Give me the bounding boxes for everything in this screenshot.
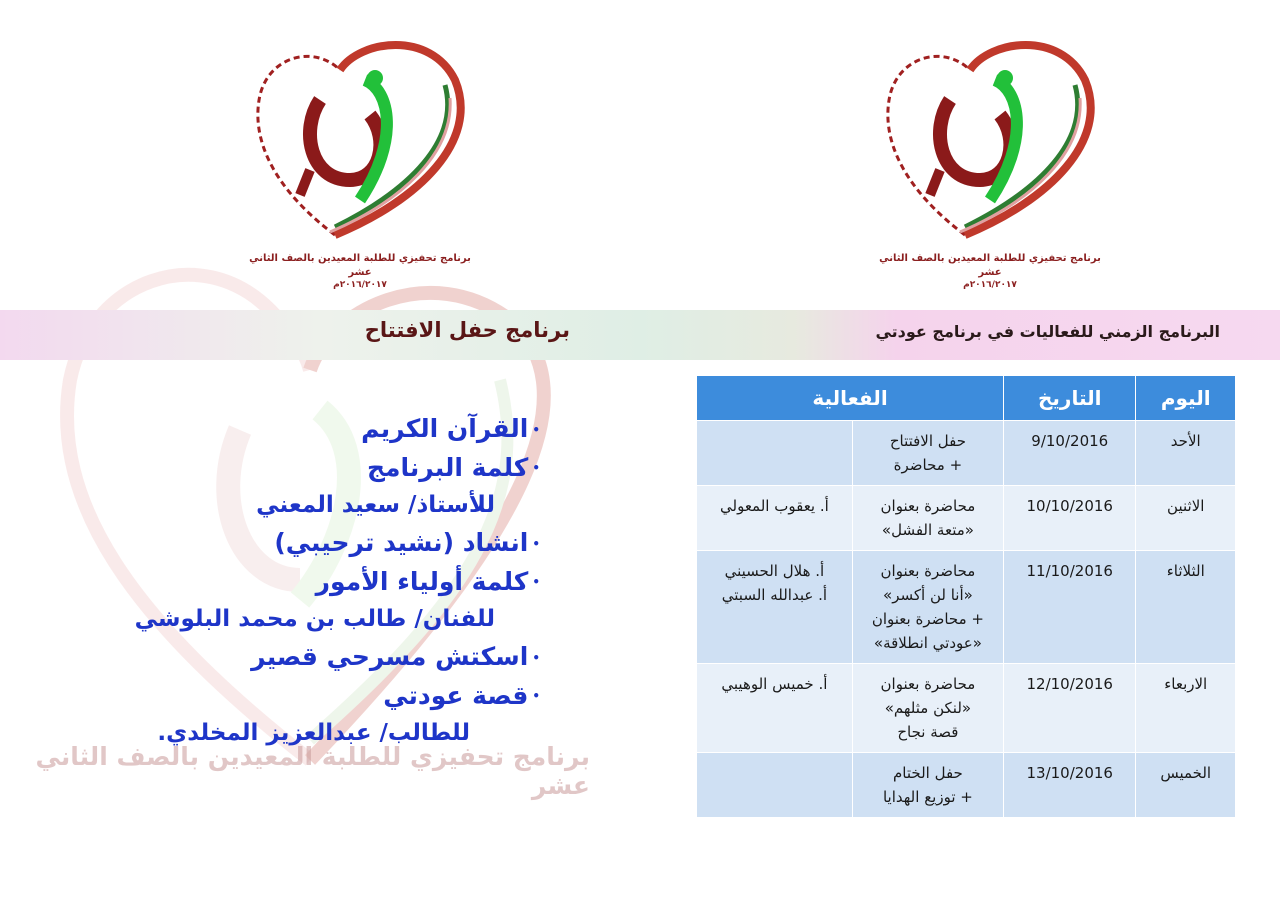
watermark-subtitle: برنامج تحفيزي للطلبة المعيدين بالصف الثاني عشر — [35, 742, 590, 800]
cell-speaker — [697, 486, 853, 551]
header-day: اليوم — [1136, 376, 1236, 421]
table-row — [697, 664, 1236, 753]
cell-date: 9/10/2016 — [1004, 421, 1136, 486]
cell-date: 11/10/2016 — [1004, 551, 1136, 664]
header-date: التاريخ — [1004, 376, 1136, 421]
program-subitem — [90, 715, 540, 752]
activity-line: «متعة الفشل» — [881, 521, 974, 539]
program-item — [90, 677, 540, 716]
speaker-line: أ. عبدالله السبتي — [721, 586, 828, 604]
activity-line: محاضرة بعنوان — [880, 497, 976, 515]
activity-line: حفل الافتتاح — [889, 432, 967, 450]
activity-line: «عودتي انطلاقة» — [873, 634, 982, 652]
program-item — [90, 638, 540, 677]
bullet-icon: • — [532, 536, 540, 551]
speaker-line: أ. خميس الوهيبي — [721, 675, 828, 693]
table-row — [697, 753, 1236, 818]
cell-day: الخميس — [1136, 753, 1236, 818]
program-item — [90, 563, 540, 602]
program-item — [90, 524, 540, 563]
activity-line: + محاضرة — [893, 456, 963, 474]
program-item-text: القرآن الكريم — [361, 414, 529, 443]
table-row — [697, 421, 1236, 486]
activity-line: محاضرة بعنوان — [880, 562, 976, 580]
activity-line: + محاضرة بعنوان — [871, 610, 984, 628]
activity-line: قصة نجاح — [897, 723, 959, 741]
school-logo-left — [240, 20, 480, 290]
bullet-icon: • — [532, 575, 540, 589]
program-item-text: كلمة البرنامج — [366, 452, 529, 482]
activity-line: «أنا لن أكسر» — [883, 586, 973, 604]
opening-program-list — [90, 410, 540, 752]
cell-speaker — [697, 421, 853, 486]
logo-year: ٢٠١٦/٢٠١٧م — [963, 280, 1017, 290]
schedule-title: البرنامج الزمني للفعاليات في برنامج عودتي — [875, 322, 1220, 341]
schedule-table — [696, 375, 1236, 818]
cell-day: الاثنين — [1136, 486, 1236, 551]
program-subitem — [90, 601, 540, 638]
bullet-icon: • — [532, 422, 540, 437]
bullet-icon: • — [532, 650, 540, 665]
cell-activity — [852, 753, 1003, 818]
logo-subtitle: برنامج تحفيزي للطلبة المعيدين بالصف الثاني عشر — [249, 253, 471, 278]
table-header-row — [697, 376, 1236, 421]
opening-ceremony-title: برنامج حفل الافتتاح — [364, 318, 570, 342]
cell-activity — [852, 421, 1003, 486]
program-item-text: للأستاذ/ سعيد المعني — [256, 492, 495, 518]
heart-logo-icon — [870, 20, 1110, 250]
cell-speaker — [697, 551, 853, 664]
header-activity: الفعالية — [697, 376, 1004, 421]
cell-date: 13/10/2016 — [1004, 753, 1136, 818]
cell-activity — [852, 551, 1003, 664]
table-row — [697, 551, 1236, 664]
speaker-line: أ. يعقوب المعولي — [720, 497, 829, 515]
cell-date: 12/10/2016 — [1004, 664, 1136, 753]
logo-year: ٢٠١٦/٢٠١٧م — [333, 280, 387, 290]
program-item-text: قصة عودتي — [383, 680, 529, 710]
cell-date: 10/10/2016 — [1004, 486, 1136, 551]
activity-line: حفل الختام — [893, 764, 963, 782]
program-subitem — [90, 487, 540, 524]
heart-logo-icon — [240, 20, 480, 250]
cell-day: الأحد — [1136, 421, 1236, 486]
speaker-line: أ. هلال الحسيني — [724, 562, 825, 580]
program-item-text: اسكتش مسرحي قصير — [251, 642, 529, 671]
bullet-icon: • — [532, 689, 540, 703]
activity-line: محاضرة بعنوان — [880, 675, 976, 693]
program-item-text: للفنان/ طالب بن محمد البلوشي — [134, 606, 495, 632]
activity-line: + توزيع الهدايا — [882, 788, 973, 806]
cell-speaker — [697, 664, 853, 753]
program-item-text: انشاد (نشيد ترحيبي) — [274, 528, 529, 557]
table-row — [697, 486, 1236, 551]
cell-speaker — [697, 753, 853, 818]
school-logo-right — [870, 20, 1110, 290]
cell-activity — [852, 664, 1003, 753]
cell-day: الاربعاء — [1136, 664, 1236, 753]
program-item-text: للطالب/ عبدالعزيز المخلدي. — [157, 720, 470, 746]
cell-activity — [852, 486, 1003, 551]
cell-day: الثلاثاء — [1136, 551, 1236, 664]
program-item-text: كلمة أولياء الأمور — [315, 566, 529, 596]
activity-line: «لنكن مثلهم» — [884, 699, 972, 717]
logo-subtitle: برنامج تحفيزي للطلبة المعيدين بالصف الثاني عشر — [879, 253, 1101, 278]
program-item — [90, 449, 540, 488]
bullet-icon: • — [532, 461, 540, 475]
program-item — [90, 410, 540, 449]
